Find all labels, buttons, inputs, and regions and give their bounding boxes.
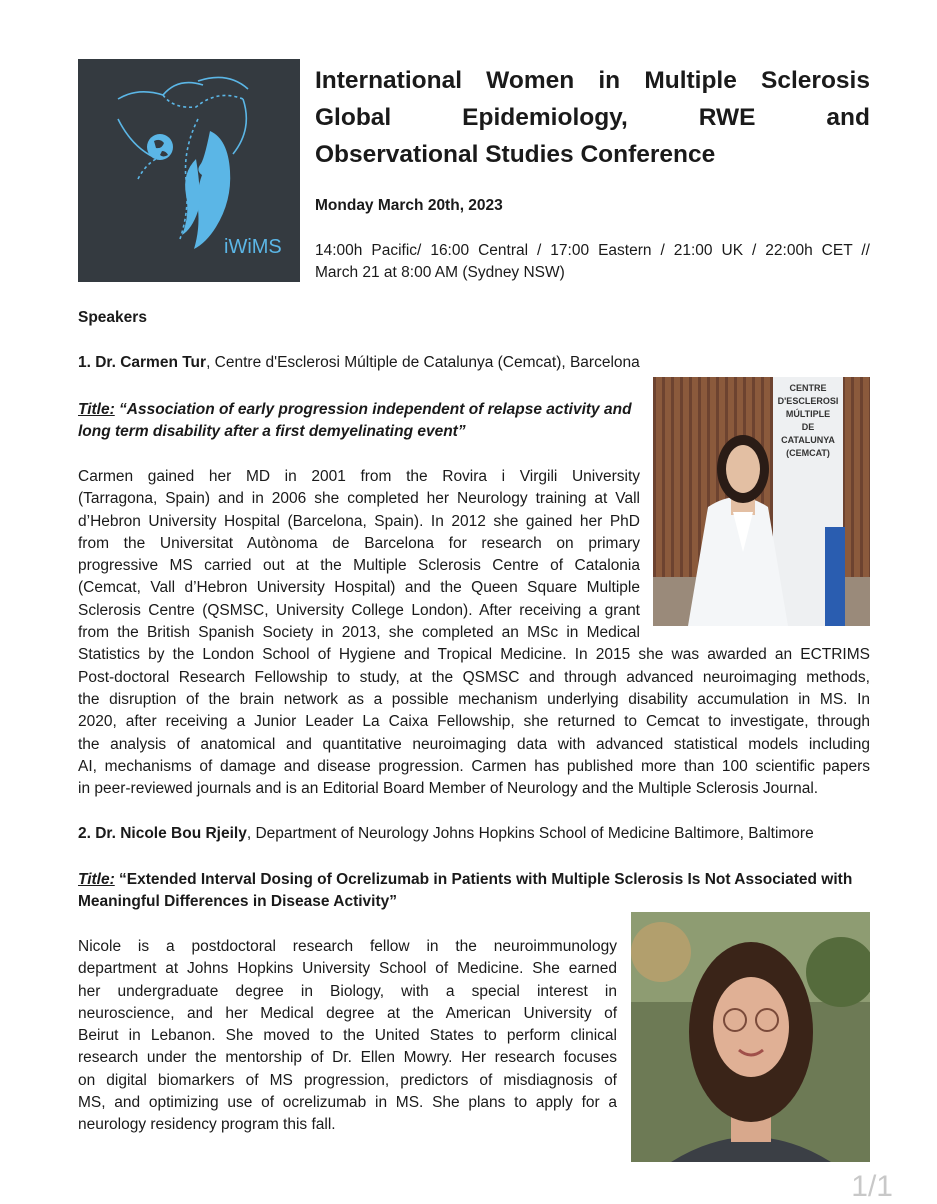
title-line: Observational Studies Conference (315, 141, 716, 168)
bio-line: d’Hebron University Hospital (Barcelona, Spain). In 2012 she gained her PhD (78, 512, 640, 530)
time-line: 14:00h Pacific/ 16:00 Central / 17:00 Eastern / 21:00 UK / 22:00h CET // (315, 242, 870, 259)
iwims-logo-graphic (78, 59, 300, 282)
title-line: Global Epidemiology, RWE and (315, 104, 870, 131)
bio-line: 2020, after receiving a Junior Leader La Caixa Fellowship, she returned to Cemcat to investigate, through (78, 713, 870, 731)
conference-date: Monday March 20th, 2023 (315, 197, 503, 214)
bio-line: progressive MS carried out at the Multiple Sclerosis Centre of Catalonia (78, 557, 640, 575)
speaker1-bio-narrow (78, 466, 640, 644)
speaker2-name: 2. Dr. Nicole Bou Rjeily (78, 825, 247, 842)
logo-text: iWiMS (224, 236, 282, 258)
bio-line: department at Johns Hopkins University School of Medicine. She earned (78, 960, 617, 978)
bio-line: from the Universitat Autònoma de Barcelona for research on primary (78, 534, 640, 552)
speaker1-talk-title (78, 399, 643, 443)
speaker2-affiliation: , Department of Neurology Johns Hopkins School of Medicine Baltimore, Baltimore (246, 825, 814, 842)
bio-line: her undergraduate degree in Biology, with a special interest in (78, 982, 617, 1000)
bio-line: on digital biomarkers of MS progression, predictors of misdiagnosis of (78, 1071, 617, 1089)
bio-line: Post-doctoral Research Fellowship to study, at the QSMSC and through advanced neuroimaging methods, (78, 668, 870, 686)
bio-line: Nicole is a postdoctoral research fellow in the neuroimmunology (78, 938, 617, 955)
speaker1-name: 1. Dr. Carmen Tur (78, 354, 207, 371)
speaker1-bio-wide (78, 644, 870, 800)
speaker1-photo (653, 377, 870, 626)
speaker2-title-line: Meaningful Differences in Disease Activity” (78, 893, 397, 910)
speaker1-photo-graphic (653, 377, 870, 626)
time-line: March 21 at 8:00 AM (Sydney NSW) (315, 264, 565, 281)
speakers-heading: Speakers (78, 309, 147, 326)
speaker2-line (78, 825, 814, 843)
bio-line: (Cemcat, Vall d’Hebron University Hospital) and the Queen Square Multiple (78, 579, 640, 597)
speaker2-title-label: Title: (78, 871, 115, 888)
bio-line: Beirut in Lebanon. She moved to the United States to perform clinical (78, 1027, 617, 1045)
title-line: International Women in Multiple Sclerosis (315, 67, 870, 94)
sign-line: CENTRE (789, 383, 827, 393)
sign-line: DE (801, 422, 815, 432)
speaker1-title-line: “Association of early progression independent of relapse activity and (114, 401, 632, 418)
speaker2-photo (631, 912, 870, 1162)
bio-line: the disruption of the brain network as a possible mechanism underlying disability accumulation in MS. In (78, 690, 870, 708)
speaker2-title-line: “Extended Interval Dosing of Ocrelizumab in Patients with Multiple Sclerosis Is Not Associated with (114, 871, 853, 888)
conference-title (315, 62, 870, 173)
sign-line: D'ESCLEROSI (777, 396, 839, 406)
speaker1-affiliation: , Centre d'Esclerosi Múltiple de Catalunya (Cemcat), Barcelona (206, 354, 640, 371)
bio-line: MS, and optimizing use of ocrelizumab in MS. She plans to apply for a (78, 1094, 617, 1112)
bio-line: neurology residency program this fall. (78, 1116, 336, 1134)
bio-line: (Tarragona, Spain) and in 2006 she completed her Neurology training at Vall (78, 490, 640, 508)
conference-times (315, 240, 870, 284)
sign-line: (CEMCAT) (786, 448, 830, 458)
speaker2-bio (78, 936, 617, 1137)
bio-line: the analysis of anatomical and quantitative neuroimaging data with advanced statistical models including (78, 735, 870, 753)
sign-line: CATALUNYA (781, 435, 835, 445)
bio-line: research under the mentorship of Dr. Ellen Mowry. Her research focuses (78, 1049, 617, 1067)
bio-line: neuroscience, and her Medical degree at the American University of (78, 1004, 617, 1022)
bio-line: from the British Spanish Society in 2013, she completed an MSc in Medical (78, 624, 640, 642)
speaker1-title-label: Title: (78, 401, 115, 418)
bio-line: Carmen gained her MD in 2001 from the Rovira i Virgili University (78, 468, 640, 485)
sign-line: MÚLTIPLE (785, 409, 831, 419)
iwims-logo (78, 59, 300, 282)
page-indicator: 1/1 (851, 1170, 893, 1203)
speaker2-photo-graphic (631, 912, 870, 1162)
speaker1-title-line: long term disability after a first demyelinating event” (78, 423, 466, 440)
bio-line: Sclerosis Centre (QSMSC, University College London). After receiving a grant (78, 601, 640, 619)
bio-line: Statistics by the London School of Hygiene and Tropical Medicine. In 2015 she was awarded an ECTRIMS (78, 646, 870, 664)
bio-line: AI, mechanisms of damage and disease progression. Carmen has published more than 100 scientific papers (78, 757, 870, 775)
speaker2-talk-title (78, 869, 870, 913)
bio-line: in peer-reviewed journals and is an Editorial Board Member of Neurology and the Multiple Sclerosis Journal. (78, 780, 819, 798)
speaker1-line (78, 354, 640, 372)
